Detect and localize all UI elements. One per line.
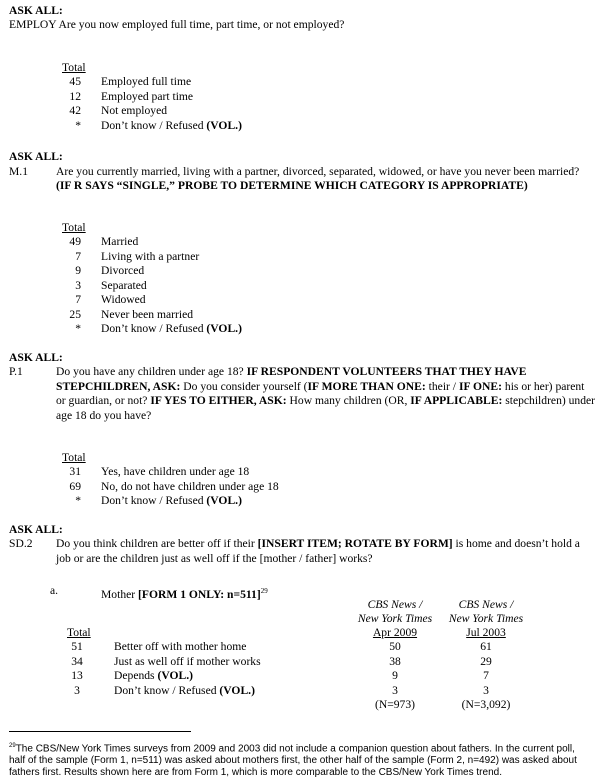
employ-code: EMPLOY — [9, 18, 57, 31]
result-label: Widowed — [101, 293, 146, 306]
m1-instruction: (IF R SAYS “SINGLE,” PROBE TO DETERMINE WHICH CATEGORY IS APPROPRIATE) — [56, 179, 528, 192]
m1-question: Are you currently married, living with a partner, divorced, separated, widowed, or have you never been married? — [56, 165, 580, 178]
trend-col2-n: (N=3,092) — [461, 698, 511, 711]
footnote — [9, 740, 593, 779]
result-label: Don’t know / Refused (VOL.) — [114, 683, 255, 697]
footnote-text: The CBS/New York Times surveys from 2009 and 2003 did not include a companion question about fathers. In the current poll, half of the sample (Form 1, n=511) was asked about mothers first, the other half of the sample (Form 2, n=492) was asked about fathers first. Results shown here are from Form 1, which is more comparable to the CBS/New York Times trend. — [9, 743, 577, 779]
result-label: Employed full time — [101, 75, 192, 88]
trend-col1-source: CBS News / — [367, 598, 423, 611]
result-value: 9 — [75, 264, 81, 277]
trend-apr-2009-value: 50 — [389, 640, 401, 653]
result-label: Yes, have children under age 18 — [101, 465, 250, 478]
result-label: Don’t know / Refused (VOL.) — [101, 118, 242, 132]
result-label: Separated — [101, 278, 147, 292]
trend-col1-n: (N=973) — [374, 698, 416, 711]
result-label: Depends (VOL.) — [114, 669, 193, 682]
result-value: 45 — [69, 75, 81, 88]
result-value: * — [75, 118, 81, 132]
result-label: Employed part time — [101, 89, 194, 103]
result-label: No, do not have children under age 18 — [101, 479, 279, 493]
m1-total-header: Total — [62, 221, 86, 234]
trend-jul-2003-value: 7 — [483, 669, 489, 682]
result-total: 13 — [71, 669, 83, 682]
trend-col2-date: Jul 2003 — [466, 626, 506, 639]
trend-col2-source2: New York Times — [448, 612, 524, 625]
sd2-ask-all: ASK ALL: — [9, 523, 63, 536]
employ-question-text: Are you now employed full time, part time, or not employed? — [58, 18, 345, 31]
sd2-code: SD.2 — [9, 537, 33, 550]
p1-code: P.1 — [9, 365, 23, 378]
footnote-divider — [9, 731, 191, 732]
sd2-total-header: Total — [67, 626, 91, 639]
result-value: 69 — [69, 479, 81, 493]
trend-jul-2003-value: 3 — [483, 683, 489, 697]
result-total: 3 — [74, 683, 80, 697]
result-label: Just as well off if mother works — [114, 654, 261, 668]
result-value: 31 — [69, 465, 81, 478]
result-total: 34 — [71, 654, 83, 668]
trend-apr-2009-value: 38 — [389, 654, 401, 668]
trend-jul-2003-value: 29 — [480, 654, 492, 668]
trend-col1-date: Apr 2009 — [372, 626, 418, 639]
result-label: Living with a partner — [101, 249, 200, 263]
result-label: Divorced — [101, 264, 145, 277]
sd2-item-letter: a. — [50, 584, 59, 597]
result-label: Married — [101, 235, 139, 248]
result-value: 25 — [69, 307, 81, 321]
result-value: 12 — [69, 89, 81, 103]
trend-jul-2003-value: 61 — [480, 640, 492, 653]
result-value: 3 — [75, 278, 81, 292]
trend-apr-2009-value: 9 — [392, 669, 398, 682]
m1-code: M.1 — [9, 165, 29, 178]
result-value: 7 — [75, 249, 81, 263]
trend-apr-2009-value: 3 — [392, 683, 398, 697]
m1-ask-all: ASK ALL: — [9, 150, 63, 163]
employ-ask-all: ASK ALL: — [9, 4, 63, 17]
employ-total-header: Total — [62, 61, 86, 74]
p1-question: Do you have any children under age 18? IF RESPONDENT VOLUNTEERS THAT THEY HAVE STEPCHILDREN, ASK: Do you consider yourself (IF MORE THAN ONE: their / IF ONE: his or her) parent or guardian, or not? IF YES TO EITHER, ASK: How many children (OR, IF APPLICABLE: stepchildren) under age 18 do you have? — [56, 365, 596, 422]
footnote-ref: 29 — [260, 587, 268, 595]
result-label: Better off with mother home — [114, 640, 247, 653]
result-value: 42 — [69, 104, 81, 117]
trend-col1-source2: New York Times — [357, 612, 433, 625]
employ-question — [9, 18, 344, 33]
result-label: Never been married — [101, 307, 194, 321]
sd2-item-label: Mother [FORM 1 ONLY: n=511]$^{29}$ — [101, 587, 268, 601]
result-label: Not employed — [101, 104, 168, 117]
result-label: Don’t know / Refused (VOL.) — [101, 494, 242, 507]
trend-col2-source: CBS News / — [458, 598, 514, 611]
p1-ask-all: ASK ALL: — [9, 351, 63, 364]
footnote-number: 29 — [9, 743, 16, 749]
result-total: 51 — [71, 640, 83, 653]
p1-total-header: Total — [62, 451, 86, 464]
result-value: 7 — [75, 293, 81, 306]
result-value: * — [75, 494, 81, 507]
result-label: Don’t know / Refused (VOL.) — [101, 322, 242, 335]
sd2-question: Do you think children are better off if their [INSERT ITEM; ROTATE BY FORM] is home and doesn’t hold a job or are the children just as well off if the [mother / father] works? — [56, 537, 580, 565]
result-value: * — [75, 322, 81, 335]
result-value: 49 — [69, 235, 81, 248]
